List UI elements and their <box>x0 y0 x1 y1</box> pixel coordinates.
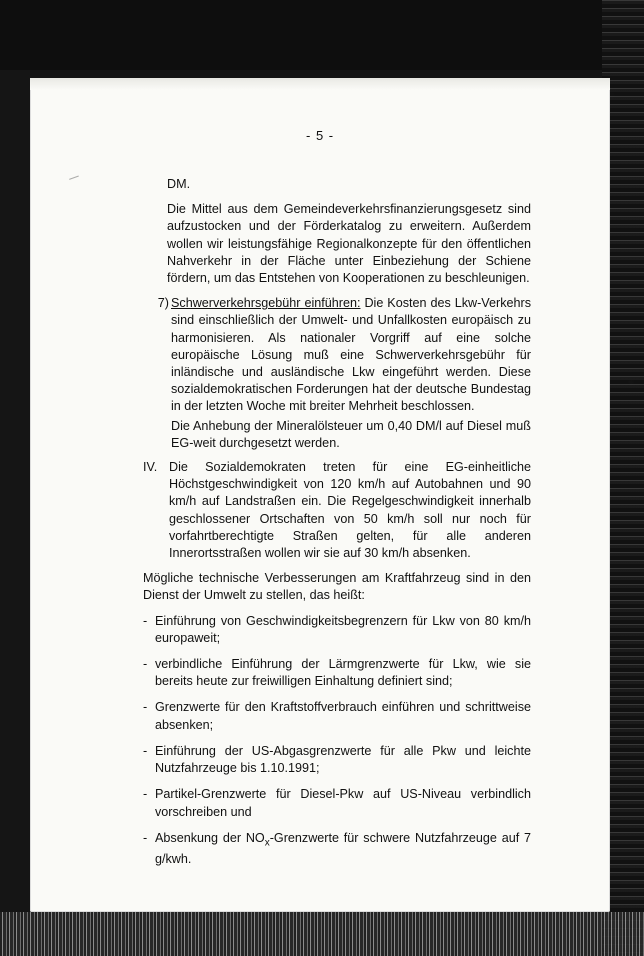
list-item <box>143 699 531 733</box>
document-body <box>143 176 531 878</box>
scan-bottom-border <box>0 912 644 956</box>
list-item-iv <box>143 459 531 562</box>
nox-after: -Grenzwerte für schwere Nutzfahrzeuge auf 7 g/kwh. <box>155 830 532 867</box>
bullet-list <box>143 613 531 869</box>
nox-before: Absenkung der NO <box>155 830 265 845</box>
item-7-text-block <box>171 295 531 452</box>
list-item <box>143 656 531 690</box>
bullet-text: Partikel-Grenzwerte für Diesel-Pkw auf US-Niveau verbindlich vorschreiben und <box>155 787 531 819</box>
paragraph-gemeindeverkehr: Die Mittel aus dem Gemeindeverkehrsfinanzierungsgesetz sind aufzustocken und der Förderkatalog zu erweitern. Außerdem wollen wir leistungsfähige Regionalkonzepte für den öffentlichen Nahverkehr in der Fläche unter Einbeziehung der Schiene fördern, um das Entstehen von Kooperationen zu beschleunigen. <box>167 202 531 286</box>
dash-marker: - <box>143 743 148 758</box>
item-7-heading: Schwerverkehrsgebühr einführen: <box>171 296 361 311</box>
bullet-text: verbindliche Einführung der Lärmgrenzwerte für Lkw, wie sie bereits heute zur freiwilligen Einhaltung definiert sind; <box>155 657 531 689</box>
bullet-text-nox <box>155 830 531 869</box>
dash-marker: - <box>143 613 148 628</box>
bullet-text: Einführung der US-Abgasgrenzwerte für alle Pkw und leichte Nutzfahrzeuge bis 1.10.1991; <box>155 743 531 776</box>
dash-marker: - <box>143 700 148 715</box>
dash-marker: - <box>143 657 148 672</box>
list-item <box>143 613 531 647</box>
page-number: - 5 - <box>306 128 335 143</box>
paragraph-dm: DM. <box>167 177 191 191</box>
item-iv-text: Die Sozialdemokraten treten für eine EG-einheitliche Höchstgeschwindigkeit von 120 km/h auf Autobahnen und 90 km/h auf Landstraßen ein. Die Regelgeschwindigkeit innerhalb geschlossener Ortschaften von 50 km/h soll nur noch für vorfahrtberechtigte Straßen gelten, für alle anderen Innerortsstraßen wollen wir sie auf 30 km/h absenken. <box>169 460 531 561</box>
scan-mark <box>69 176 81 186</box>
list-item <box>143 786 531 820</box>
nox-subscript: x <box>264 837 270 849</box>
dash-marker: - <box>143 787 148 802</box>
item-number: 7) <box>157 296 169 311</box>
bullet-text: Einführung von Geschwindigkeitsbegrenzern für Lkw von 80 km/h europaweit; <box>155 613 531 645</box>
list-item <box>143 830 531 869</box>
item-number-roman: IV. <box>143 460 158 475</box>
list-item-7 <box>143 295 531 452</box>
item-7-extra: Die Anhebung der Mineralölsteuer um 0,40 DM/l auf Diesel muß EG-weit durchgesetzt werden. <box>171 418 531 450</box>
bullets-intro: Mögliche technische Verbesserungen am Kraftfahrzeug sind in den Dienst der Umwelt zu stellen, das heißt: <box>143 571 531 603</box>
bullet-text: Grenzwerte für den Kraftstoffverbrauch einführen und schrittweise absenken; <box>155 700 531 732</box>
item-7-text: Die Kosten des Lkw-Verkehrs sind einschließlich der Umwelt- und Unfallkosten europäisch zu harmonisieren. Als nationaler Vorgriff auf eine solche europäische Lösung muß eine Schwerverkehrsgebühr für inländische und ausländische Lkw eingeführt werden. Diese sozialdemokratischen Forderungen hat der deutsche Bundestag in der letzten Woche mit breiter Mehrheit beschlossen. <box>171 296 532 414</box>
scan-top-border <box>0 0 644 70</box>
list-item <box>143 743 531 777</box>
dash-marker: - <box>143 830 148 845</box>
